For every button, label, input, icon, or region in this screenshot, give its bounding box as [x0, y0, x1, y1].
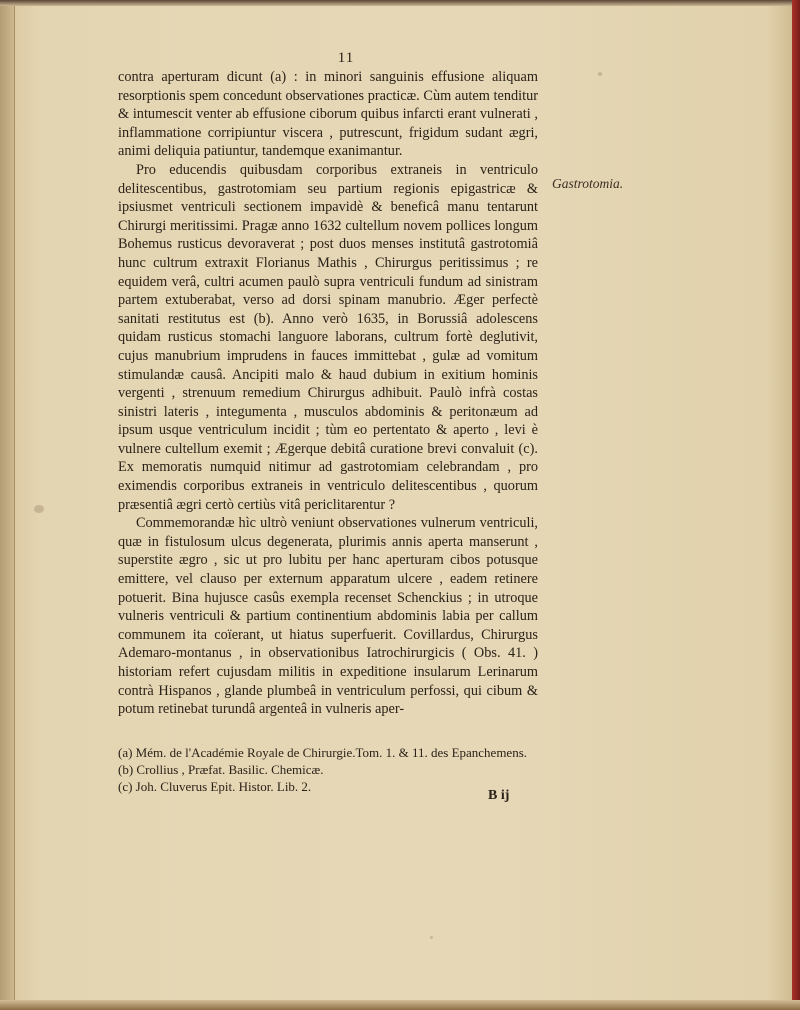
footnote-a: (a) Mém. de l'Académie Royale de Chirurgie.Tom. 1. & 11. des Epanchemens.	[118, 745, 528, 760]
page-bottom-edge	[0, 1000, 800, 1010]
page-number: 11	[337, 50, 355, 66]
ink-spot	[598, 72, 602, 76]
footnote-b: (b) Crollius , Præfat. Basilic. Chemicæ.	[118, 762, 324, 777]
footnote-c: (c) Joh. Cluverus Epit. Histor. Lib. 2.	[118, 779, 312, 794]
footnotes	[118, 744, 538, 795]
signature-mark: B ij	[488, 788, 510, 803]
paragraph-2: Pro educendis quibusdam corporibus extraneis in ventriculo delitescentibus, gastrotomiam seu partium regionis epigastricæ & ipsiusmet ventriculi sectionem impavidè & beneficâ manu tentarunt Chirurgi meritissimi. Pragæ anno 1632 cultellum novem pollices longum Bohemus rusticus devoraverat ; post duos menses institutâ gastrotomiâ hunc cultrum extraxit Florianus Mathis , Chirurgus peritissimus ; re equidem verâ, cultri acumen paulò supra ventriculi fundum ad sinistram partem extuberabat, verso ad dorsi spinam manubrio. Æger perfectè sanitati restitutus est (b). Anno verò 1635, in Borussiâ adolescens quidam rusticus stomachi languore laborans, cultrum fortè deglutivit, cujus manubrium imprudens in fauces immittebat , gulæ ad vomitum stimulandæ causâ. Ancipiti malo & haud dubium in exitium hominis vergenti , strenuum remedium Chirurgus adhibuit. Paulò infrà costas sinistri lateris , integumenta , musculos abdominis & peritonæum ad ipsum usque ventriculum incidit ; tùm eo pertentato & aperto , levi è vulnere cultellum exemit ; Ægerque debitâ curatione brevi convaluit (c). Ex memoratis numquid nitimur ad gastrotomiam celebrandam , pro eximendis corporibus extraneis in ventriculo delitescentibus , quorum præsentiâ ægri certò certiùs vitâ periclitarentur ?	[118, 161, 538, 513]
paragraph-3: Commemorandæ hìc ultrò veniunt observationes vulnerum ventriculi, quæ in fistulosum ulcus degenerata, plurimis annis aperta manserunt , superstite ægro , sic ut pro lubitu per hanc aperturam cibos potusque emittere, vel clauso per externum apparatum ulcere , eadem retinere potuerit. Bina hujusce casûs exempla recenset Schenckius ; in utroque vulneris ventriculi & partium continentium abdominis labia per callum communem ita coïerant, ut hiatus superfuerit. Covillardus, Chirurgus Ademaro-montanus , in observationibus Iatrochirurgicis ( Obs. 41. ) historiam refert cujusdam militis in expeditione insularum Lerinarum contrà Hispanos , glande plumbeâ in ventriculum perfossi, qui cibum & potum retinebat turundâ argenteâ in vulneris aper-	[118, 515, 538, 718]
paragraph-1: contra aperturam dicunt (a) : in minori sanguinis effusione aliquam resorptionis spem concedunt observationes practicæ. Cùm autem tenditur & intumescit venter ab effusione ciborum quibus infarcti erant vulnerati , inflammatione corripiuntur viscera , putrescunt, frigidum sudant ægri, animi deliquia patiuntur, tandemque exanimantur.	[118, 69, 538, 160]
binding-edge	[792, 0, 800, 1010]
margin-note: Gastrotomia.	[552, 176, 624, 191]
page-top-edge	[0, 0, 800, 6]
ink-spot	[430, 936, 433, 939]
page-gutter	[0, 0, 15, 1010]
body-text	[118, 68, 538, 719]
ink-spot	[34, 505, 44, 513]
